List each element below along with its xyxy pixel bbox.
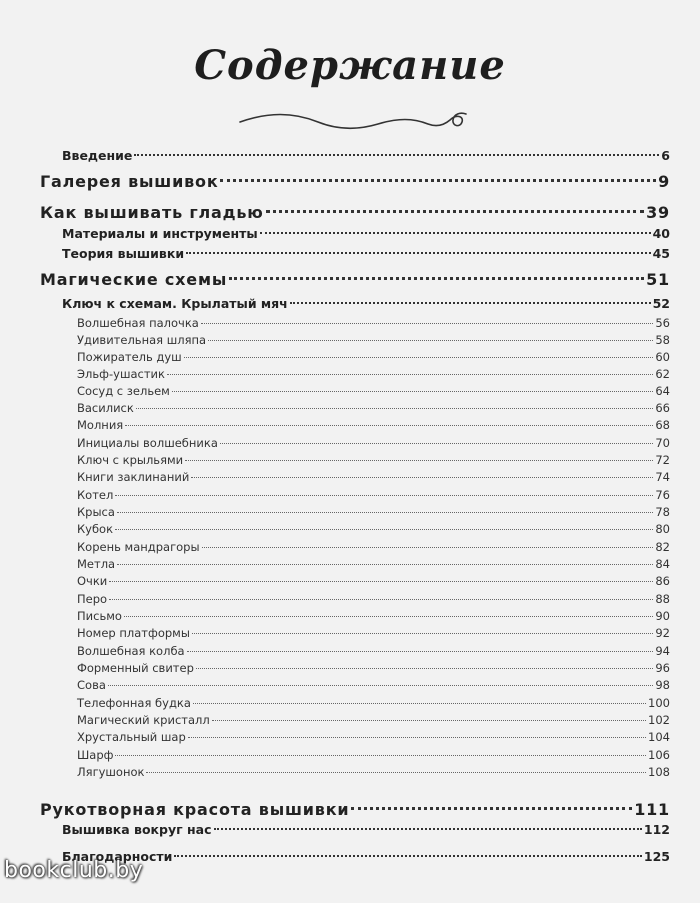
toc-entry — [62, 849, 670, 864]
toc-entry — [77, 696, 670, 710]
toc-entry-label: Эльф-ушастик — [77, 367, 165, 381]
toc-entry-label: Телефонная будка — [77, 696, 191, 710]
toc-entry-page-number: 45 — [652, 246, 670, 261]
dot-leader — [196, 668, 653, 669]
toc-entry-label: Метла — [77, 557, 116, 571]
dot-leader — [174, 855, 642, 857]
dot-leader — [192, 633, 653, 634]
toc-entry — [77, 609, 670, 623]
toc-entry-label: Шарф — [77, 748, 114, 762]
toc-entry — [77, 730, 670, 744]
toc-entry — [77, 470, 670, 484]
dot-leader — [115, 529, 653, 530]
dot-leader — [193, 703, 646, 704]
toc-entry-label: Ключ с крыльями — [77, 453, 184, 467]
toc-entry-page-number: 72 — [655, 453, 670, 467]
toc-entry — [77, 574, 670, 588]
dot-leader — [109, 599, 653, 600]
toc-entry-label: Корень мандрагоры — [77, 540, 200, 554]
toc-entry-page-number: 96 — [655, 661, 670, 675]
toc-entry-label: Сосуд с зельем — [77, 384, 170, 398]
toc-entry-label: Магический кристалл — [77, 713, 210, 727]
toc-entry — [62, 822, 670, 837]
toc-entry-page-number: 102 — [648, 713, 670, 727]
toc-entry — [77, 644, 670, 658]
toc-entry — [40, 800, 670, 819]
toc-entry — [77, 626, 670, 640]
toc-entry-label: Вышивка вокруг нас — [62, 822, 212, 837]
dot-leader — [229, 277, 644, 280]
dot-leader — [115, 495, 653, 496]
watermark: bookclub.by — [4, 858, 144, 883]
toc-entry-page-number: 108 — [648, 765, 670, 779]
toc-entry-page-number: 39 — [646, 203, 670, 222]
dot-leader — [134, 154, 659, 156]
dot-leader — [115, 755, 646, 756]
dot-leader — [117, 564, 653, 565]
toc-entry — [40, 172, 670, 191]
toc-entry-label: Кубок — [77, 522, 114, 536]
toc-entry-label: Теория вышивки — [62, 246, 185, 261]
toc-entry-label: Книги заклинаний — [77, 470, 190, 484]
toc-entry-label: Молния — [77, 418, 124, 432]
toc-entry — [62, 226, 670, 241]
toc-entry-label: Волшебная колба — [77, 644, 185, 658]
toc-entry-page-number: 68 — [655, 418, 670, 432]
toc-entry — [77, 505, 670, 519]
dot-leader — [172, 391, 654, 392]
dot-leader — [188, 737, 646, 738]
toc-entry-label: Материалы и инструменты — [62, 226, 258, 241]
toc-entry — [77, 557, 670, 571]
toc-entry-page-number: 6 — [661, 148, 670, 163]
toc-entry-label: Галерея вышивок — [40, 172, 219, 191]
toc-entry — [77, 488, 670, 502]
toc-entry — [77, 350, 670, 364]
toc-entry-page-number: 74 — [655, 470, 670, 484]
toc-entry-label: Удивительная шляпа — [77, 333, 207, 347]
toc-entry-label: Перо — [77, 592, 108, 606]
toc-entry-page-number: 82 — [655, 540, 670, 554]
toc-entry-page-number: 98 — [655, 678, 670, 692]
toc-entry-page-number: 111 — [634, 800, 670, 819]
toc-entry — [77, 540, 670, 554]
toc-entry-page-number: 92 — [655, 626, 670, 640]
toc-entry-page-number: 94 — [655, 644, 670, 658]
toc-entry-page-number: 70 — [655, 436, 670, 450]
toc-entry-label: Крыса — [77, 505, 115, 519]
toc-entry — [62, 296, 670, 311]
toc-entry — [77, 592, 670, 606]
dot-leader — [220, 179, 656, 182]
toc-entry — [77, 678, 670, 692]
dot-leader — [167, 374, 653, 375]
dot-leader — [185, 460, 653, 461]
toc-entry-label: Рукотворная красота вышивки — [40, 800, 350, 819]
dot-leader — [214, 828, 642, 830]
toc-entry-label: Сова — [77, 678, 106, 692]
page-title: Содержание — [194, 42, 506, 89]
toc-entry-page-number: 112 — [643, 822, 670, 837]
toc-entry — [77, 367, 670, 381]
toc-entry-page-number: 62 — [655, 367, 670, 381]
toc-entry-page-number: 51 — [646, 270, 670, 289]
toc-entry-label: Номер платформы — [77, 626, 190, 640]
toc-entry-page-number: 76 — [655, 488, 670, 502]
toc-entry-label: Ключ к схемам. Крылатый мяч — [62, 296, 288, 311]
dot-leader — [351, 807, 632, 810]
toc-entry — [40, 270, 670, 289]
toc-entry-page-number: 9 — [658, 172, 670, 191]
toc-entry-page-number: 100 — [648, 696, 670, 710]
toc-entry-label: Волшебная палочка — [77, 316, 199, 330]
dot-leader — [146, 772, 646, 773]
dot-leader — [290, 302, 651, 304]
toc-entry-page-number: 106 — [648, 748, 670, 762]
toc-entry-page-number: 84 — [655, 557, 670, 571]
dot-leader — [260, 232, 651, 234]
toc-entry-label: Введение — [62, 148, 133, 163]
dot-leader — [124, 616, 653, 617]
dot-leader — [202, 547, 654, 548]
dot-leader — [109, 581, 653, 582]
toc-entry — [77, 316, 670, 330]
toc-entry-page-number: 40 — [652, 226, 670, 241]
toc-entry-label: Благодарности — [62, 849, 173, 864]
toc-entry — [40, 203, 670, 222]
toc-entry-page-number: 56 — [655, 316, 670, 330]
toc-entry-label: Инициалы волшебника — [77, 436, 218, 450]
toc-entry — [62, 246, 670, 261]
toc-entry-label: Лягушонок — [77, 765, 145, 779]
dot-leader — [184, 357, 654, 358]
toc-entry-page-number: 125 — [643, 849, 670, 864]
toc-entry — [77, 713, 670, 727]
dot-leader — [212, 720, 646, 721]
toc-entry — [77, 453, 670, 467]
toc-entry-page-number: 90 — [655, 609, 670, 623]
dot-leader — [108, 685, 653, 686]
toc-entry-page-number: 60 — [655, 350, 670, 364]
toc-entry — [77, 765, 670, 779]
toc-entry — [77, 401, 670, 415]
toc-entry — [77, 522, 670, 536]
toc-entry — [77, 748, 670, 762]
toc-entry — [77, 418, 670, 432]
dot-leader — [191, 477, 653, 478]
toc-entry-label: Как вышивать гладью — [40, 203, 264, 222]
dot-leader — [201, 323, 654, 324]
toc-entry — [77, 436, 670, 450]
dot-leader — [266, 210, 644, 213]
dot-leader — [208, 340, 653, 341]
toc-entry-label: Магические схемы — [40, 270, 228, 289]
dot-leader — [186, 252, 651, 254]
toc-entry-label: Котел — [77, 488, 114, 502]
toc-entry-label: Очки — [77, 574, 108, 588]
toc-entry-page-number: 104 — [648, 730, 670, 744]
toc-entry — [62, 148, 670, 163]
toc-entry-label: Форменный свитер — [77, 661, 194, 675]
toc-entry-page-number: 86 — [655, 574, 670, 588]
dot-leader — [187, 651, 654, 652]
dot-leader — [220, 443, 653, 444]
toc-entry-label: Письмо — [77, 609, 122, 623]
toc-entry-page-number: 88 — [655, 592, 670, 606]
toc-entry — [77, 333, 670, 347]
dot-leader — [117, 512, 653, 513]
toc-entry — [77, 661, 670, 675]
toc-entry-page-number: 52 — [652, 296, 670, 311]
dot-leader — [125, 425, 653, 426]
toc-entry-label: Хрустальный шар — [77, 730, 186, 744]
toc-entry-page-number: 78 — [655, 505, 670, 519]
toc-entry-page-number: 58 — [655, 333, 670, 347]
toc-entry-label: Пожиратель душ — [77, 350, 182, 364]
toc-entry-page-number: 64 — [655, 384, 670, 398]
toc-entry-page-number: 80 — [655, 522, 670, 536]
dot-leader — [136, 408, 654, 409]
toc-entry-label: Василиск — [77, 401, 134, 415]
toc-entry-page-number: 66 — [655, 401, 670, 415]
toc-entry — [77, 384, 670, 398]
